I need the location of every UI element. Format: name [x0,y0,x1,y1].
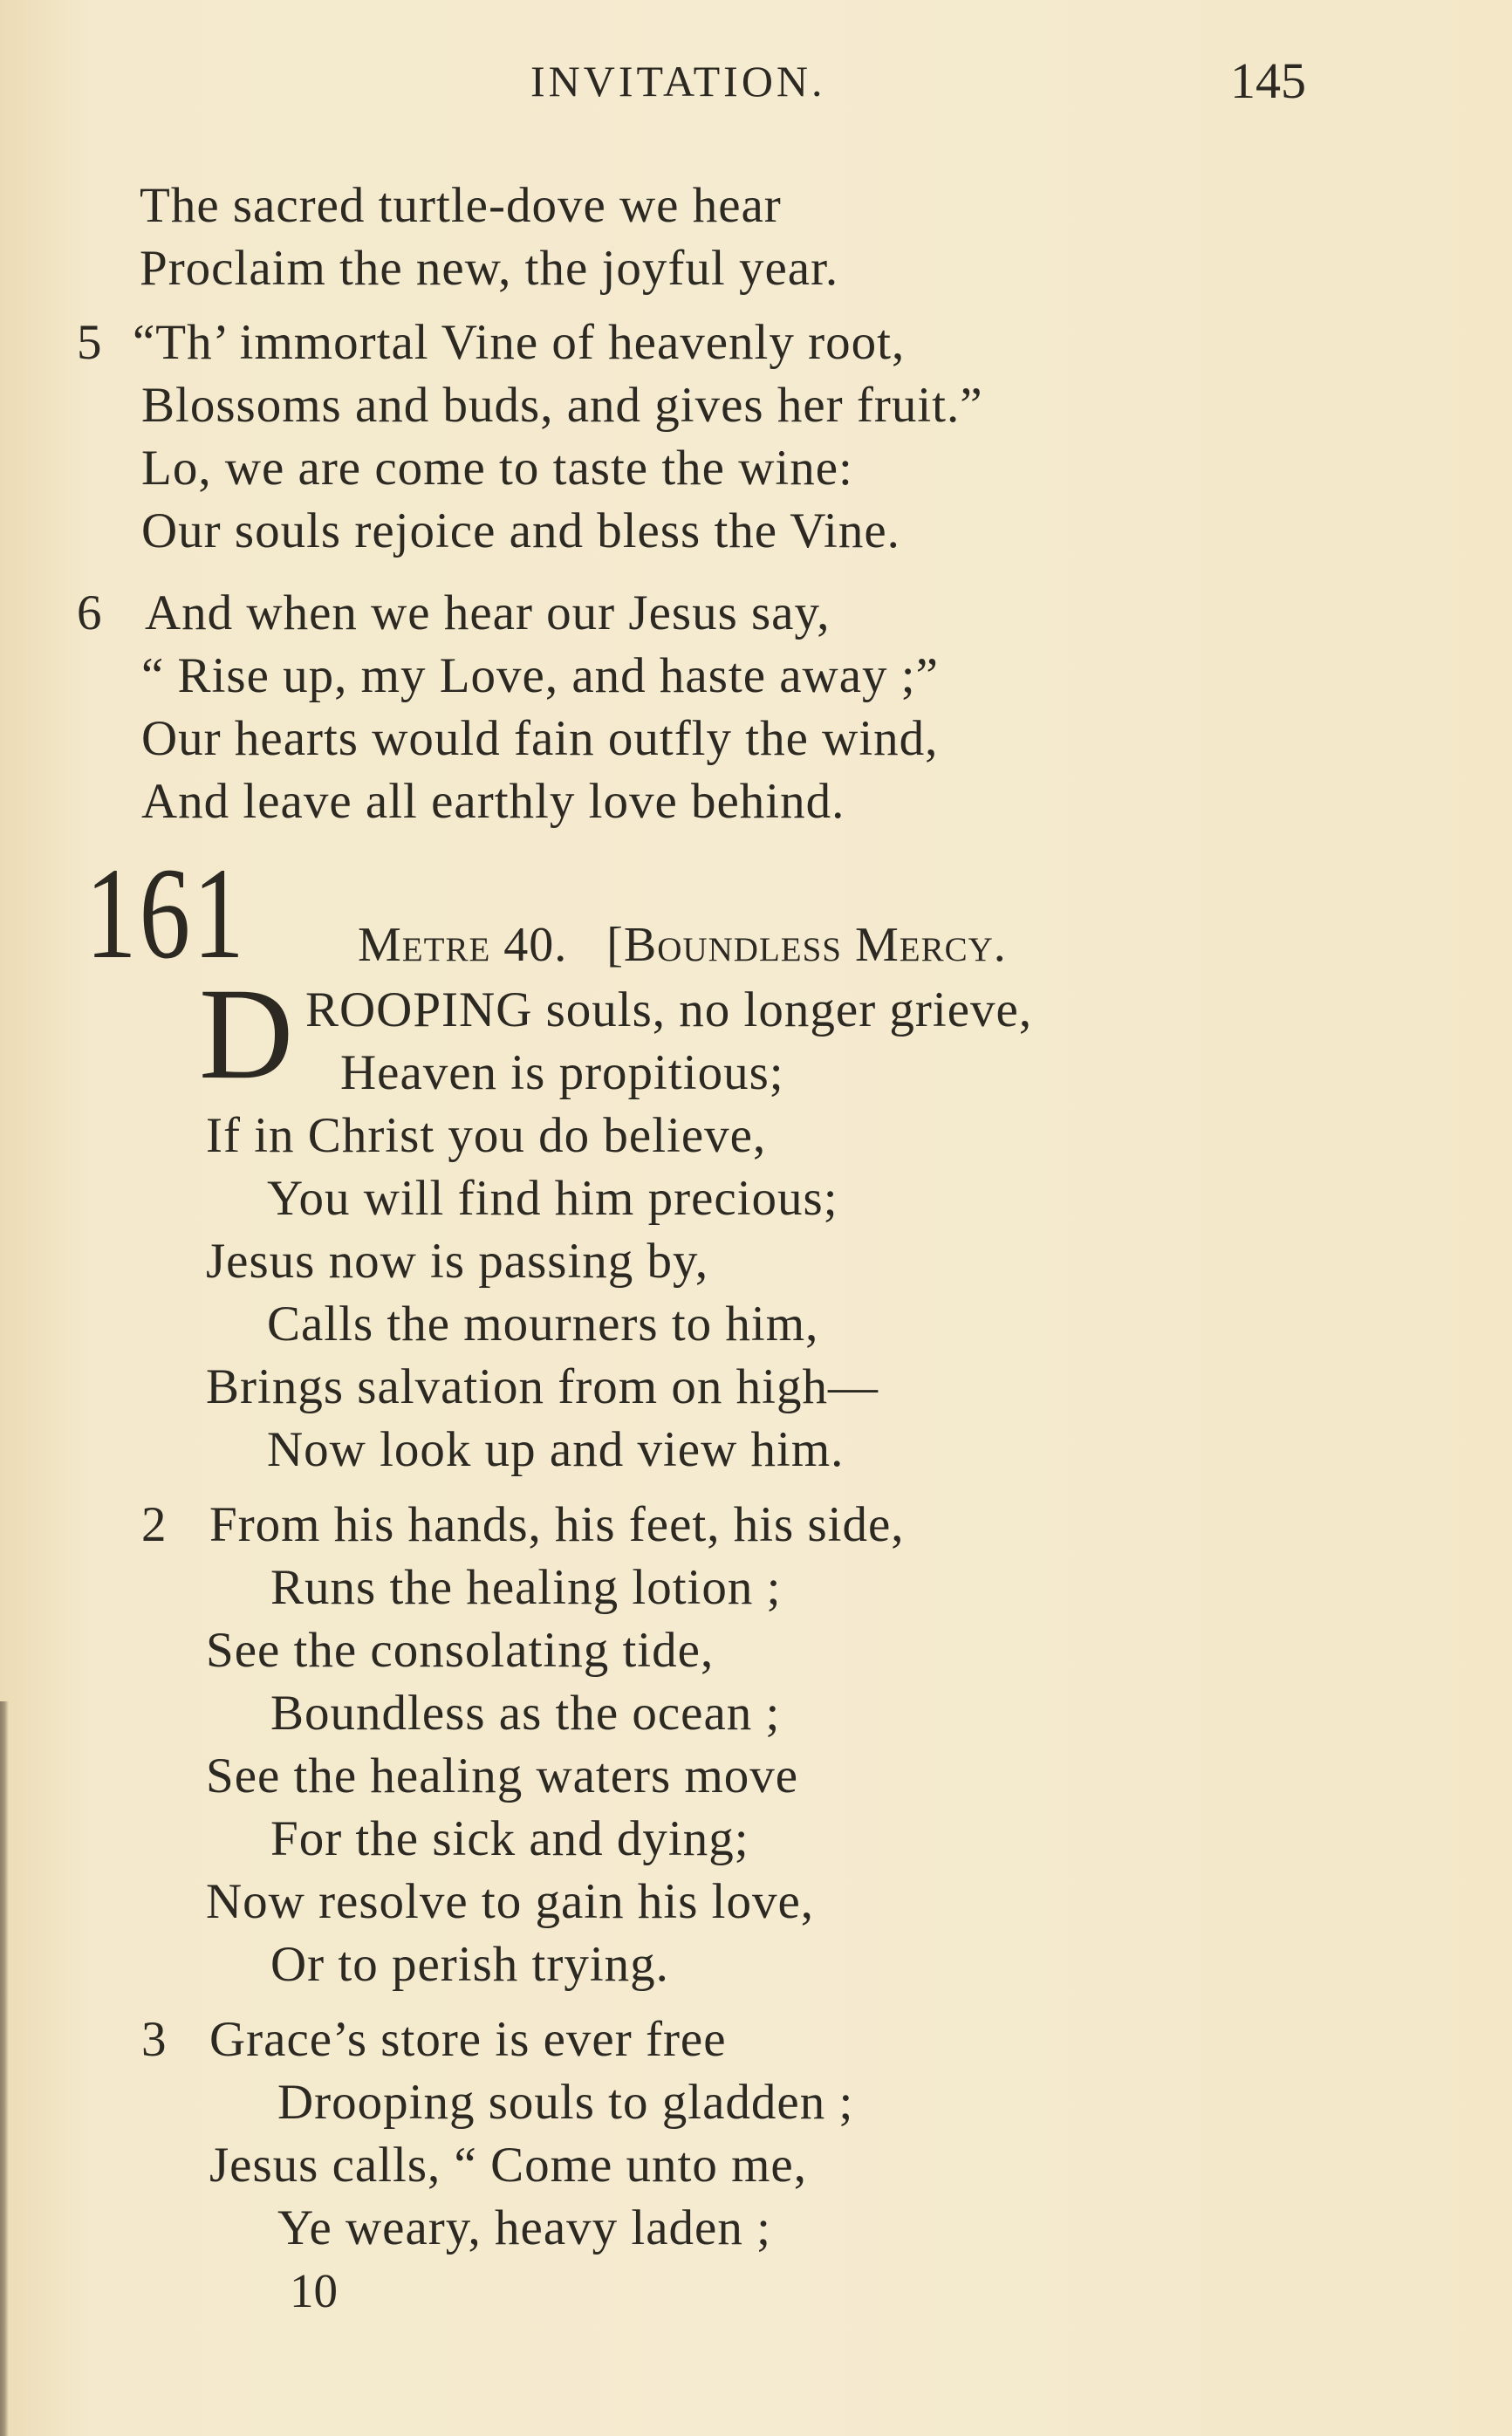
verse-line: Brings salvation from on high— [206,1359,879,1414]
verse-line: Grace’s store is ever free [209,2012,727,2067]
verse-line: “ Rise up, my Love, and haste away ;” [141,648,939,703]
page-header [0,51,1512,112]
running-head: INVITATION. [530,57,826,106]
page-edge-shadow [0,1701,9,2436]
verse-line: Boundless as the ocean ; [270,1686,781,1741]
stanza-number: 5 [77,315,102,370]
hymn-title: [Boundless Mercy. [606,918,1007,972]
verse-line: Now look up and view him. [267,1422,845,1477]
hymn-heading [358,914,1033,976]
verse-line: Runs the healing lotion ; [270,1560,782,1615]
hymn-number: 161 [86,841,247,986]
verse-line: Proclaim the new, the joyful year. [140,241,839,296]
verse-line: ROOPING souls, no longer grieve, [305,982,1033,1037]
verse-line: “Th’ immortal Vine of heavenly root, [133,315,906,370]
stanza-number: 2 [141,1497,167,1552]
verse-line: Calls the mourners to him, [267,1297,819,1351]
signature-mark: 10 [290,2264,338,2317]
verse-line: And leave all earthly love behind. [141,774,845,829]
verse-line: Ye weary, heavy laden ; [277,2200,771,2255]
verse-line: Heaven is propitious; [340,1045,784,1100]
verse-line: The sacred turtle-dove we hear [140,178,782,233]
verse-line: Now resolve to gain his love, [206,1874,815,1929]
verse-line: Blossoms and buds, and gives her fruit.” [141,378,983,433]
verse-line: Or to perish trying. [270,1937,669,1992]
verse-line: If in Christ you do believe, [206,1108,767,1163]
verse-line: And when we hear our Jesus say, [145,585,831,640]
page-number: 145 [1230,52,1306,109]
drop-cap: D [199,961,294,1106]
verse-line: For the sick and dying; [270,1811,749,1866]
verse-line: See the consolating tide, [206,1623,715,1678]
stanza-number: 3 [141,2012,167,2067]
verse-line: From his hands, his feet, his side, [209,1497,905,1552]
verse-line: Drooping souls to gladden ; [277,2075,854,2130]
stanza-number: 6 [77,585,102,640]
verse-line: See the healing waters move [206,1748,799,1803]
verse-line: Jesus now is passing by, [206,1234,709,1289]
hymn-metre: Metre 40. [358,918,568,972]
verse-line: Jesus calls, “ Come unto me, [209,2138,807,2193]
verse-line: Our souls rejoice and bless the Vine. [141,503,900,558]
verse-line: Our hearts would fain outfly the wind, [141,711,939,766]
verse-line: You will find him precious; [267,1171,838,1226]
verse-line: Lo, we are come to taste the wine: [141,441,853,496]
